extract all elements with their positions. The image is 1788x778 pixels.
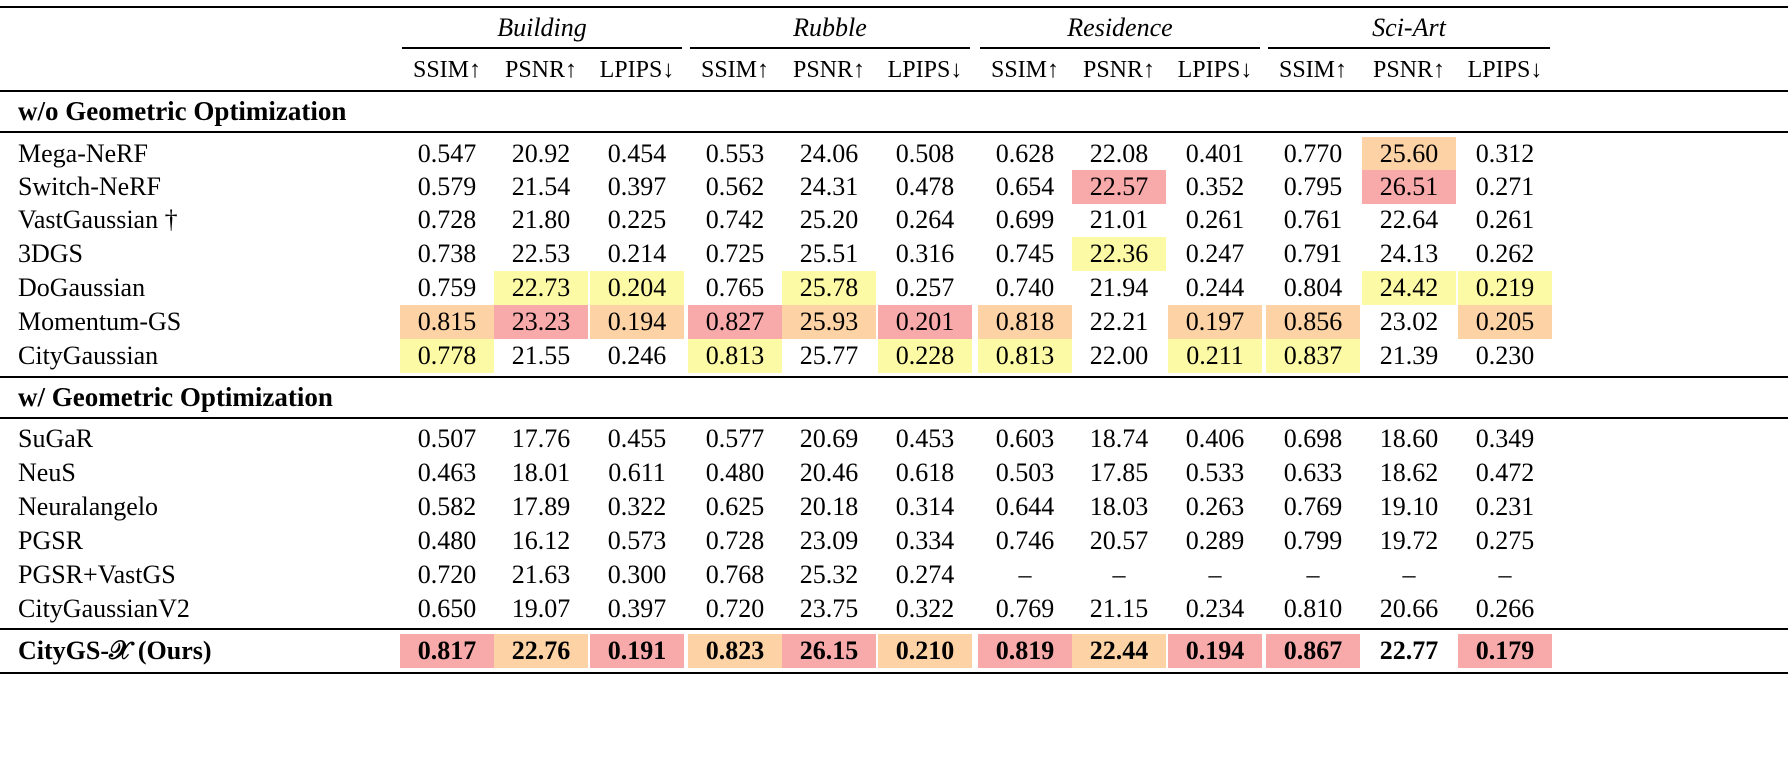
table-cell: 21.63 — [511, 560, 571, 589]
table-cell: 24.06 — [799, 139, 859, 168]
table-cell: 0.334 — [895, 526, 955, 555]
top-rule — [0, 6, 1788, 8]
table-cell: 0.738 — [417, 239, 477, 268]
table-cell: 0.234 — [1185, 594, 1245, 623]
table-cell: 0.720 — [705, 594, 765, 623]
table-cell: 19.10 — [1379, 492, 1439, 521]
table-cell: 0.205 — [1458, 305, 1552, 339]
table-cell: 19.07 — [511, 594, 571, 623]
table-row-label: Neuralangelo — [18, 492, 159, 521]
table-cell: 0.573 — [607, 526, 667, 555]
table-row-label: VastGaussian † — [18, 205, 178, 234]
group-rule — [690, 47, 970, 49]
table-cell: 0.562 — [705, 172, 765, 201]
group-title: Residence — [1067, 13, 1173, 42]
metric-header: LPIPS↓ — [1467, 57, 1543, 83]
table-row-label: PGSR — [18, 526, 84, 555]
group-title: Building — [497, 13, 587, 42]
table-row-label: Mega-NeRF — [18, 139, 148, 168]
table-cell: 0.201 — [878, 305, 972, 339]
table-cell: 20.46 — [799, 458, 859, 487]
table-cell: 0.179 — [1458, 634, 1552, 668]
table-cell: 0.508 — [895, 139, 955, 168]
table-cell: 0.322 — [607, 492, 667, 521]
table-cell: 22.00 — [1089, 341, 1149, 370]
table-cell: 0.246 — [607, 341, 667, 370]
table-cell: 0.263 — [1185, 492, 1245, 521]
table-cell: 21.15 — [1089, 594, 1149, 623]
table-row-label: 3DGS — [18, 239, 84, 268]
table-cell: 21.54 — [511, 172, 571, 201]
table-cell: 25.51 — [799, 239, 859, 268]
metric-header: LPIPS↓ — [599, 57, 675, 83]
table-cell: 0.745 — [995, 239, 1055, 268]
metric-header: PSNR↑ — [792, 57, 866, 83]
table-row-label: CityGaussianV2 — [18, 594, 190, 623]
metric-header: PSNR↑ — [1372, 57, 1446, 83]
table-cell: 20.92 — [511, 139, 571, 168]
table-cell: 0.210 — [878, 634, 972, 668]
table-cell: 0.533 — [1185, 458, 1245, 487]
table-cell: 22.57 — [1072, 170, 1166, 204]
table-cell: 20.66 — [1379, 594, 1439, 623]
table-cell: 0.503 — [995, 458, 1055, 487]
table-cell: 0.761 — [1283, 205, 1343, 234]
table-cell: 0.191 — [590, 634, 684, 668]
table-row-label: Switch-NeRF — [18, 172, 161, 201]
table-cell: 23.09 — [799, 526, 859, 555]
table-cell: 0.397 — [607, 594, 667, 623]
bottom-rule — [0, 672, 1788, 674]
table-cell: 0.817 — [400, 634, 494, 668]
table-cell: 0.698 — [1283, 424, 1343, 453]
table-cell: 0.397 — [607, 172, 667, 201]
table-cell: 22.73 — [494, 271, 588, 305]
table-cell: 0.262 — [1475, 239, 1535, 268]
table-cell: 26.15 — [782, 634, 876, 668]
table-cell: 0.204 — [590, 271, 684, 305]
table-cell: 0.194 — [1168, 634, 1262, 668]
table-cell: 22.76 — [494, 634, 588, 668]
table-cell: 23.23 — [494, 305, 588, 339]
table-cell: 24.31 — [799, 172, 859, 201]
table-cell: 0.312 — [1475, 139, 1535, 168]
table-cell: 21.80 — [511, 205, 571, 234]
table-cell: 0.197 — [1168, 305, 1262, 339]
table-cell: 0.768 — [705, 560, 765, 589]
table-cell: 0.628 — [995, 139, 1055, 168]
table-cell: 21.55 — [511, 341, 571, 370]
group-rule — [402, 47, 682, 49]
table-cell: 0.644 — [995, 492, 1055, 521]
table-row-label: CityGaussian — [18, 341, 159, 370]
table-cell: 0.480 — [705, 458, 765, 487]
table-cell: 20.18 — [799, 492, 859, 521]
table-cell: 0.867 — [1266, 634, 1360, 668]
table-cell: 0.211 — [1168, 339, 1262, 373]
table-cell: 0.823 — [688, 634, 782, 668]
table-cell: 0.728 — [417, 205, 477, 234]
table-cell: 0.856 — [1266, 305, 1360, 339]
table-cell: 0.247 — [1185, 239, 1245, 268]
metric-header: PSNR↑ — [504, 57, 578, 83]
table-cell: 0.264 — [895, 205, 955, 234]
table-cell: 0.454 — [607, 139, 667, 168]
table-cell: 0.813 — [978, 339, 1072, 373]
table-cell: 0.837 — [1266, 339, 1360, 373]
table-cell: 0.795 — [1283, 172, 1343, 201]
table-cell: 0.230 — [1475, 341, 1535, 370]
section-rule — [0, 131, 1788, 133]
table-cell: 0.275 — [1475, 526, 1535, 555]
table-cell: 22.77 — [1379, 636, 1439, 665]
table-cell: 0.625 — [705, 492, 765, 521]
table-cell: – — [1208, 560, 1222, 589]
table-cell: 0.455 — [607, 424, 667, 453]
table-cell: 0.725 — [705, 239, 765, 268]
table-cell: 0.228 — [878, 339, 972, 373]
group-rule — [1268, 47, 1550, 49]
table-cell: – — [1498, 560, 1512, 589]
table-cell: 0.271 — [1475, 172, 1535, 201]
table-cell: 18.01 — [511, 458, 571, 487]
table-cell: 0.322 — [895, 594, 955, 623]
table-cell: 22.21 — [1089, 307, 1149, 336]
table-cell: – — [1402, 560, 1416, 589]
table-cell: 0.815 — [400, 305, 494, 339]
table-row-label: SuGaR — [18, 424, 94, 453]
group-rule — [980, 47, 1260, 49]
table-cell: 0.480 — [417, 526, 477, 555]
table-cell: 19.72 — [1379, 526, 1439, 555]
header-rule — [0, 90, 1788, 92]
table-cell: 0.553 — [705, 139, 765, 168]
section-separator — [0, 376, 1788, 378]
metric-header: LPIPS↓ — [1177, 57, 1253, 83]
metric-header: SSIM↑ — [700, 57, 770, 83]
table-cell: 0.813 — [688, 339, 782, 373]
table-cell: 0.759 — [417, 273, 477, 302]
table-cell: 23.75 — [799, 594, 859, 623]
table-cell: 0.720 — [417, 560, 477, 589]
table-cell: 21.01 — [1089, 205, 1149, 234]
table-cell: 0.699 — [995, 205, 1055, 234]
table-cell: 18.62 — [1379, 458, 1439, 487]
table-cell: 0.266 — [1475, 594, 1535, 623]
table-cell: 0.740 — [995, 273, 1055, 302]
table-cell: 22.44 — [1072, 634, 1166, 668]
table-cell: 0.261 — [1185, 205, 1245, 234]
table-cell: 16.12 — [511, 526, 571, 555]
table-cell: 17.76 — [511, 424, 571, 453]
table-cell: 0.314 — [895, 492, 955, 521]
table-cell: 21.39 — [1379, 341, 1439, 370]
table-cell: 20.69 — [799, 424, 859, 453]
table-cell: 24.42 — [1362, 271, 1456, 305]
table-cell: 25.20 — [799, 205, 859, 234]
table-cell: 0.799 — [1283, 526, 1343, 555]
table-cell: 0.478 — [895, 172, 955, 201]
table-cell: 0.577 — [705, 424, 765, 453]
table-cell: 0.791 — [1283, 239, 1343, 268]
table-cell: 25.78 — [782, 271, 876, 305]
table-cell: – — [1112, 560, 1126, 589]
table-cell: 0.770 — [1283, 139, 1343, 168]
table-cell: 0.352 — [1185, 172, 1245, 201]
table-cell: 0.742 — [705, 205, 765, 234]
table-cell: 0.611 — [608, 458, 666, 487]
table-cell: 0.765 — [705, 273, 765, 302]
table-cell: – — [1018, 560, 1032, 589]
table-cell: 0.507 — [417, 424, 477, 453]
table-cell: 17.85 — [1089, 458, 1149, 487]
table-cell: 0.274 — [895, 560, 955, 589]
table-cell: 0.804 — [1283, 273, 1343, 302]
metric-header: PSNR↑ — [1082, 57, 1156, 83]
table-cell: 0.257 — [895, 273, 955, 302]
table-cell: 0.289 — [1185, 526, 1245, 555]
ours-separator — [0, 628, 1788, 630]
table-cell: 22.08 — [1089, 139, 1149, 168]
table-cell: 0.300 — [607, 560, 667, 589]
table-cell: 22.36 — [1072, 237, 1166, 271]
group-title: Rubble — [793, 13, 867, 42]
table-cell: 0.316 — [895, 239, 955, 268]
table-cell: 25.32 — [799, 560, 859, 589]
table-cell: 20.57 — [1089, 526, 1149, 555]
table-row-label: PGSR+VastGS — [18, 560, 176, 589]
section-title: w/ Geometric Optimization — [18, 382, 333, 412]
table-cell: 0.214 — [607, 239, 667, 268]
table-cell: 0.618 — [895, 458, 955, 487]
table-cell: 25.77 — [799, 341, 859, 370]
table-cell: 0.453 — [895, 424, 955, 453]
table-cell: 0.194 — [590, 305, 684, 339]
table-cell: – — [1306, 560, 1320, 589]
table-cell: 0.582 — [417, 492, 477, 521]
table-cell: 25.60 — [1362, 137, 1456, 171]
table-cell: 0.633 — [1283, 458, 1343, 487]
table-cell: 0.579 — [417, 172, 477, 201]
table-cell: 18.03 — [1089, 492, 1149, 521]
table-cell: 0.472 — [1475, 458, 1535, 487]
table-cell: 0.244 — [1185, 273, 1245, 302]
table-row-label: DoGaussian — [18, 273, 146, 302]
table-cell: 18.60 — [1379, 424, 1439, 453]
table-cell: 0.261 — [1475, 205, 1535, 234]
table-row-label: Momentum-GS — [18, 307, 182, 336]
table-cell: 0.778 — [400, 339, 494, 373]
table-cell: 0.547 — [417, 139, 477, 168]
table-cell: 21.94 — [1089, 273, 1149, 302]
metric-header: LPIPS↓ — [887, 57, 963, 83]
ours-row-label: CityGS-𝒳 (Ours) — [18, 636, 212, 665]
metric-header: SSIM↑ — [1278, 57, 1348, 83]
table-cell: 0.746 — [995, 526, 1055, 555]
table-cell: 0.603 — [995, 424, 1055, 453]
table-cell: 22.53 — [511, 239, 571, 268]
metric-header: SSIM↑ — [990, 57, 1060, 83]
table-cell: 0.769 — [1283, 492, 1343, 521]
table-cell: 17.89 — [511, 492, 571, 521]
section-title: w/o Geometric Optimization — [18, 96, 347, 126]
table-cell: 0.225 — [607, 205, 667, 234]
table-row-label: NeuS — [18, 458, 76, 487]
table-cell: 18.74 — [1089, 424, 1149, 453]
table-cell: 22.64 — [1379, 205, 1439, 234]
table-cell: 25.93 — [782, 305, 876, 339]
table-cell: 0.818 — [978, 305, 1072, 339]
table-cell: 0.769 — [995, 594, 1055, 623]
table-cell: 0.401 — [1185, 139, 1245, 168]
table-cell: 0.406 — [1185, 424, 1245, 453]
metric-header: SSIM↑ — [412, 57, 482, 83]
table-cell: 24.13 — [1379, 239, 1439, 268]
table-cell: 26.51 — [1362, 170, 1456, 204]
group-title: Sci-Art — [1372, 13, 1446, 42]
table-cell: 0.819 — [978, 634, 1072, 668]
table-cell: 0.654 — [995, 172, 1055, 201]
table-cell: 0.219 — [1458, 271, 1552, 305]
table-cell: 23.02 — [1379, 307, 1439, 336]
table-cell: 0.349 — [1475, 424, 1535, 453]
table-cell: 0.827 — [688, 305, 782, 339]
table-cell: 0.650 — [417, 594, 477, 623]
section-rule — [0, 417, 1788, 419]
table-cell: 0.231 — [1475, 492, 1535, 521]
table-cell: 0.463 — [417, 458, 477, 487]
table-cell: 0.810 — [1283, 594, 1343, 623]
table-cell: 0.728 — [705, 526, 765, 555]
